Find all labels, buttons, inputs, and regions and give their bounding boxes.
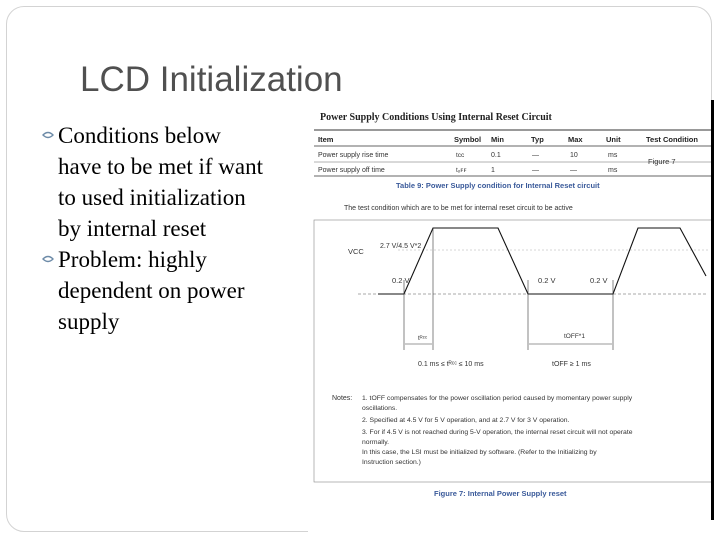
table-header-cell: Symbol <box>454 135 482 144</box>
table-cell: Power supply rise time <box>318 152 389 159</box>
trcc-label: tᴿᶜᶜ <box>418 335 428 342</box>
note-line: oscillations. <box>362 405 398 412</box>
bullet-arrow-icon <box>42 130 54 140</box>
bullet-item-problem <box>42 244 297 337</box>
level-high-label: 2.7 V/4.5 V*2 <box>380 243 422 250</box>
table-cell: ms <box>608 152 618 159</box>
bullet-item-conditions <box>42 120 297 244</box>
note-line: In this case, the LSI must be initialized by software. (Refer to the Initializing by <box>362 449 597 456</box>
notes-label: Notes: <box>332 395 353 402</box>
vcc-label: VCC <box>348 247 364 256</box>
note-line: Instruction section.) <box>362 459 421 466</box>
figure-edge-line <box>711 100 714 520</box>
table-title: Power Supply Conditions Using Internal Reset Circuit <box>320 112 552 123</box>
table-cell: 10 <box>570 152 578 159</box>
table-cell: — <box>532 167 539 174</box>
level-low-label: 0.2 V <box>538 276 556 285</box>
table-header-cell: Unit <box>606 135 621 144</box>
bullet-text: Problem: highly <box>58 247 207 272</box>
datasheet-figure <box>308 104 712 532</box>
table-cell: 1 <box>491 167 495 174</box>
table-cell: Power supply off time <box>318 167 385 174</box>
note-line: 1. tOFF compensates for the power oscillation period caused by momentary power supply <box>362 395 633 402</box>
note-line: normally. <box>362 439 390 446</box>
table-cell: tₒꜰꜰ <box>456 167 467 174</box>
note-line: 2. Specified at 4.5 V for 5 V operation, and at 2.7 V for 3 V operation. <box>362 417 570 424</box>
table-cell: Figure 7 <box>648 157 676 166</box>
bullet-text-cont: to used initialization <box>58 185 246 210</box>
figure-caption: Figure 7: Internal Power Supply reset <box>434 489 567 498</box>
table-header-cell: Typ <box>531 135 544 144</box>
table-caption: Table 9: Power Supply condition for Internal Reset circuit <box>396 181 600 190</box>
table-header-cell: Max <box>568 135 583 144</box>
bullet-text-cont: by internal reset <box>58 216 207 241</box>
table-header-cell: Item <box>318 135 334 144</box>
level-low-label: 0.2 V <box>590 276 608 285</box>
bullet-text-cont: have to be met if want <box>58 154 264 179</box>
toff-range: tOFF ≥ 1 ms <box>552 361 591 368</box>
table-cell: ms <box>608 167 618 174</box>
table-cell: tᴄᴄ <box>456 152 465 159</box>
level-low-label: 0.2 V <box>392 276 410 285</box>
table-header-cell: Test Condition <box>646 135 698 144</box>
table-cell: 0.1 <box>491 152 501 159</box>
trcc-range: 0.1 ms ≤ tᴿᶜᶜ ≤ 10 ms <box>418 361 484 368</box>
toff-label: tOFF*1 <box>564 333 585 340</box>
bullet-list <box>42 120 297 337</box>
bullet-text: Conditions below <box>58 123 221 148</box>
note-line: 3. For if 4.5 V is not reached during 5-V operation, the internal reset circuit will not operate <box>362 429 633 436</box>
table-header-cell: Min <box>491 135 504 144</box>
table-cell: — <box>570 167 577 174</box>
table-cell: — <box>532 152 539 159</box>
bullet-text-cont: dependent on power <box>58 278 245 303</box>
test-condition-note: The test condition which are to be met for internal reset circuit to be active <box>344 205 573 212</box>
bullet-text-cont: supply <box>58 309 120 334</box>
slide-title: LCD Initialization <box>80 60 343 99</box>
datasheet-svg <box>308 104 712 532</box>
bullet-arrow-icon <box>42 254 54 264</box>
